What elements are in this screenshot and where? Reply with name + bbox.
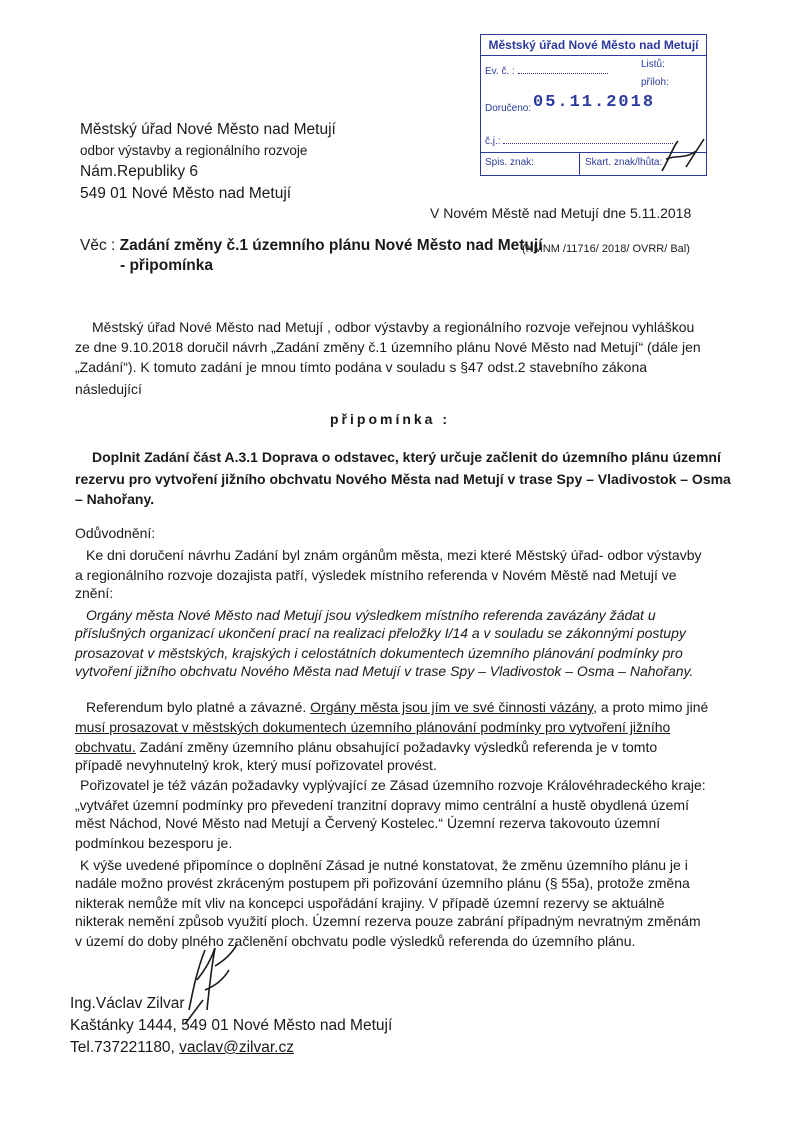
para4-line-3: nikterak nemůže mít vliv na koncepci uspořádání krajiny. V případě územní rezervy se aktuálně — [75, 895, 665, 911]
addressee-line-3: Nám.Republiky 6 — [80, 163, 199, 180]
addressee-line-1: Městský úřad Nové Město nad Metují — [80, 121, 336, 138]
reason-line-2: a regionálního rozvoje dozajista patří, výsledek místního referenda v Novém Městě nad Metují ve — [75, 567, 677, 583]
stamp-cj-label: č.j.: — [485, 136, 501, 147]
reason-label: Odůvodnění: — [75, 525, 156, 541]
quote-line-1: Orgány města Nové Město nad Metují jsou výsledkem místního referenda zavázány žádat u — [86, 607, 656, 623]
para4-line-2: nadále možno provést zkráceným postupem při pořizování územního plánu (§ 55a), protože změna — [75, 875, 690, 891]
subject-title-2: - připomínka — [120, 257, 214, 274]
para3-line-2: „vytvářet územní podmínky pro převedení tranzitní dopravy mimo centrální a hustě obydlená území — [75, 797, 689, 813]
subject-reference: (NMNM /11716/ 2018/ OVRR/ Bal) — [522, 243, 690, 255]
subject-line — [80, 236, 543, 255]
para3-line-3: měst Náchod, Nové Město nad Metují a Červený Kostelec.“ Územní rezerva takovouto územní — [75, 815, 661, 831]
para2-underlined-2: musí prosazovat v městských dokumentech územního plánování podmínky pro vytvoření jižního — [75, 719, 671, 735]
reason-line-1: Ke dni doručení návrhu Zadání byl znám orgánům města, mezi které Městský úřad- odbor výstavby — [86, 547, 702, 563]
demand-line-2: rezervu pro vytvoření jižního obchvatu Nového Města nad Metují v trase Spy – Vladivostok – Osma — [75, 471, 731, 487]
quote-line-3: prosazovat v městských, krajských i celostátních dokumentech územního plánování podmínky pro — [75, 645, 683, 661]
para2-line-3 — [75, 738, 657, 756]
signature-address: Kaštánky 1444, 549 01 Nové Město nad Metují — [70, 1017, 393, 1034]
para4-line-4: nikterak nemění způsob využití ploch. Územní rezerva pouze zabrání případným nevratným změnám — [75, 913, 701, 929]
subject-title: Zadání změny č.1 územního plánu Nové Město nad Metují — [119, 237, 543, 254]
signature-phone: Tel.737221180, — [70, 1039, 180, 1056]
para2-c: , a proto mimo jiné — [593, 699, 709, 715]
stamp-priloh: příloh: — [641, 77, 669, 88]
para2-underlined-3: obchvatu. — [75, 739, 136, 755]
para4-line-1: K výše uvedené připomínce o doplnění Zásad je nutné konstatovat, že změnu územního plánu je i — [80, 857, 688, 873]
stamp-listu: Listů: — [641, 59, 665, 70]
para2-f: Zadání změny územního plánu obsahující požadavky výsledků referenda je v tomto — [135, 739, 658, 755]
heading-pripominka: připomínka : — [330, 411, 451, 427]
intro-line-3: „Zadání“). K tomuto zadání je mnou tímto podána v souladu s §47 odst.2 stavebního zákona — [75, 359, 648, 375]
date-line: V Novém Městě nad Metují dne 5.11.2018 — [430, 205, 692, 221]
signature-email-link[interactable]: vaclav@zilvar.cz — [179, 1039, 294, 1056]
subject-prefix: Věc : — [80, 237, 120, 254]
stamp-vdivider — [579, 152, 580, 175]
demand-line-1: Doplnit Zadání část A.3.1 Doprava o odstavec, který určuje začlenit do územního plánu územní — [92, 449, 721, 465]
quote-line-4: vytvoření jižního obchvatu Nového Města nad Metují v trase Spy – Vladivostok – Osma – Nahořany. — [75, 663, 694, 679]
stamp-spis-znak: Spis. znak: — [485, 157, 534, 168]
stamp-initials-signature — [656, 137, 706, 177]
addressee-line-4: 549 01 Nové Město nad Metují — [80, 185, 292, 202]
para4-line-5: v území do doby plného začlenění obchvatu podle výsledků referenda do územního plánu. — [75, 933, 636, 949]
stamp-ev — [485, 65, 608, 77]
stamp-skart: Skart. znak/lhůta: — [585, 157, 663, 168]
stamp-ev-dots — [518, 65, 608, 74]
stamp-cj — [485, 135, 673, 147]
intro-line-4: následující — [75, 381, 142, 397]
para2-line-4: případě nevyhnutelný krok, který musí pořizovatel provést. — [75, 757, 437, 773]
para3-line-4: podmínkou bezesporu je. — [75, 835, 233, 851]
quote-line-2: příslušných organizací ukončení prací na realizaci přeložky I/14 a v souladu se zákonnými postupy — [75, 625, 686, 641]
para2-a: Referendum bylo platné a závazné. — [86, 699, 311, 715]
signature-name: Ing.Václav Zilvar — [70, 995, 185, 1012]
para2-line-1 — [86, 698, 708, 716]
reason-line-3: znění: — [75, 585, 114, 601]
para3-line-1: Pořizovatel je též vázán požadavky vyplývající ze Zásad územního rozvoje Královéhradeckého kraje: — [80, 777, 706, 793]
signature-contact — [70, 1038, 294, 1057]
stamp-title: Městský úřad Nové Město nad Metují — [481, 35, 706, 56]
stamp-doruceno-label: Doručeno: — [485, 103, 532, 114]
registry-stamp — [480, 34, 707, 176]
stamp-doruceno-date: 05.11.2018 — [533, 93, 656, 112]
para2-underlined-1: Orgány města jsou jím ve své činnosti vázány — [310, 699, 594, 715]
demand-line-3: – Nahořany. — [75, 491, 155, 507]
addressee-line-2: odbor výstavby a regionálního rozvoje — [80, 143, 308, 158]
stamp-cj-dots — [503, 135, 673, 144]
intro-line-2: ze dne 9.10.2018 doručil návrh „Zadání změny č.1 územního plánu Nové Město nad Metují“ (dále jen — [75, 339, 701, 355]
intro-line-1: Městský úřad Nové Město nad Metují , odbor výstavby a regionálního rozvoje veřejnou vyhláškou — [92, 319, 695, 335]
stamp-ev-label: Ev. č. : — [485, 66, 515, 77]
